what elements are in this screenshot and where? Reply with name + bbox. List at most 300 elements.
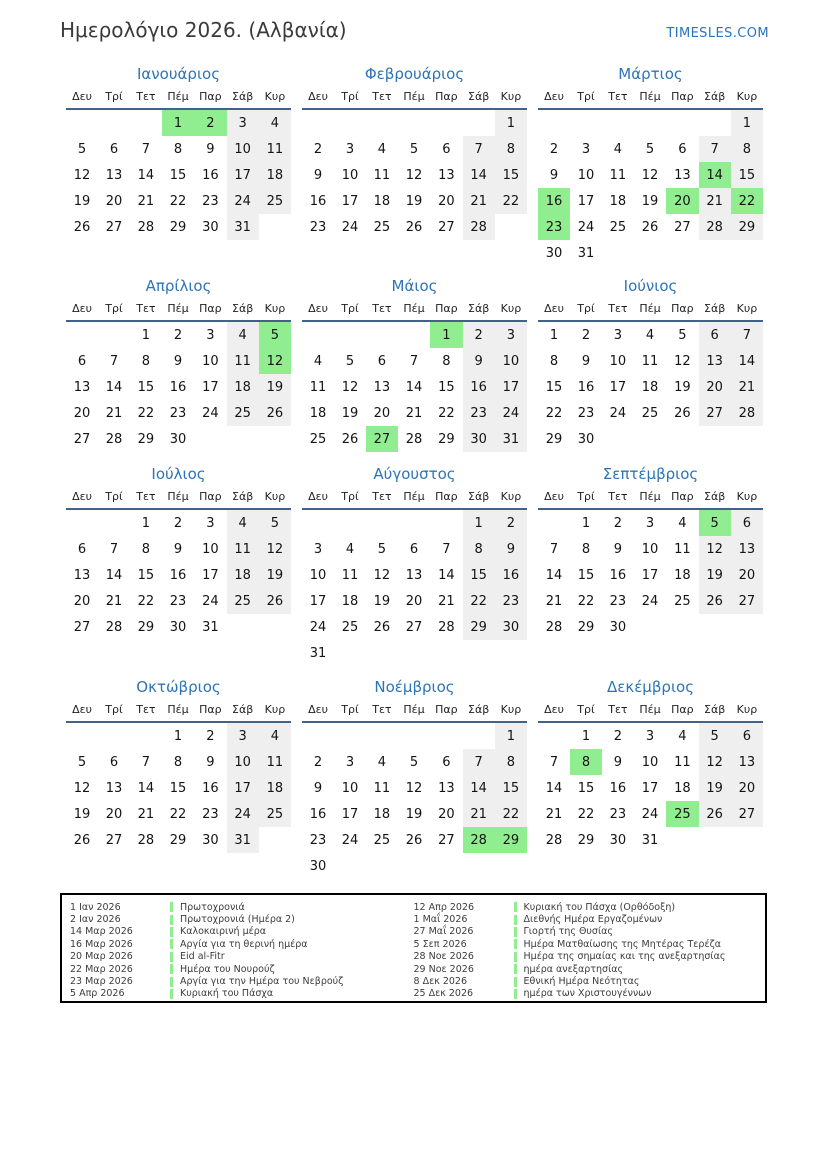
day-cell: 26	[674, 405, 691, 421]
empty-day-cell	[98, 109, 130, 136]
weekday-header: Σάβ	[463, 90, 495, 109]
day-cell: 11	[674, 754, 691, 770]
day-cell: 19	[641, 193, 659, 209]
empty-day-cell	[634, 240, 666, 266]
day-cell-weekend: 4	[259, 722, 291, 749]
empty-day-cell	[731, 827, 763, 853]
day-cell-weekend: 6	[731, 722, 763, 749]
day-cell-weekend: 26	[259, 400, 291, 426]
weekday-header: Πέμ	[398, 302, 430, 321]
day-cell: 16	[309, 193, 327, 209]
empty-day-cell	[538, 109, 570, 136]
day-cell: 19	[73, 806, 91, 822]
day-cell: 23	[309, 832, 327, 848]
day-cell: 2	[173, 327, 183, 343]
day-cell: 11	[373, 167, 391, 183]
day-cell-weekend: 30	[495, 614, 527, 640]
legend-holiday-name: Γιορτή της Θυσίας	[523, 926, 613, 938]
day-cell: 4	[678, 515, 687, 531]
weekday-header: Κυρ	[495, 302, 527, 321]
legend-date: 2 Ιαν 2026	[70, 914, 121, 926]
day-cell: 3	[206, 515, 215, 531]
day-cell-weekend: 29	[731, 214, 763, 240]
day-cell-holiday: 16	[538, 188, 570, 214]
empty-day-cell	[227, 614, 259, 640]
day-cell-holiday: 1	[430, 321, 462, 348]
day-cell: 14	[545, 780, 563, 796]
empty-day-cell	[602, 240, 634, 266]
weekday-header: Πέμ	[398, 703, 430, 722]
empty-day-cell	[66, 509, 98, 536]
month-title: Μάρτιος	[618, 65, 683, 83]
day-cell: 19	[405, 806, 423, 822]
day-cell: 15	[545, 379, 563, 395]
day-cell: 25	[373, 832, 391, 848]
day-cell: 6	[77, 353, 87, 369]
empty-day-cell	[538, 722, 570, 749]
day-cell: 22	[137, 593, 155, 609]
day-cell: 25	[609, 219, 627, 235]
weekday-header: Τρί	[570, 302, 602, 321]
day-cell: 15	[169, 167, 187, 183]
day-cell-weekend: 26	[259, 588, 291, 614]
day-cell: 17	[641, 567, 659, 583]
day-cell: 23	[169, 405, 187, 421]
weekday-header: Τρί	[570, 90, 602, 109]
day-cell: 10	[202, 353, 219, 369]
day-cell-weekend: 16	[463, 374, 495, 400]
day-cell: 9	[173, 541, 183, 557]
legend-date: 16 Μαρ 2026	[70, 938, 133, 950]
legend-holiday-name: Καλοκαιρινή μέρα	[180, 926, 267, 938]
day-cell: 9	[206, 754, 215, 770]
day-cell-weekend: 18	[259, 162, 291, 188]
day-cell: 6	[442, 141, 451, 157]
day-cell: 18	[373, 806, 391, 822]
day-cell-weekend: 2	[495, 509, 527, 536]
day-cell-holiday: 14	[699, 162, 731, 188]
day-cell: 26	[405, 832, 423, 848]
legend-holiday-name: ημέρα ανεξαρτησίας	[523, 963, 624, 975]
legend-entry	[70, 938, 414, 950]
day-cell: 9	[313, 780, 323, 796]
day-cell: 13	[105, 167, 123, 183]
day-cell-holiday: 25	[666, 801, 698, 827]
holiday-marker-icon	[514, 989, 517, 999]
weekday-header: Τετ	[130, 90, 162, 109]
day-cell: 7	[141, 754, 151, 770]
empty-day-cell	[98, 321, 130, 348]
day-cell-weekend: 18	[259, 775, 291, 801]
day-cell: 10	[641, 541, 659, 557]
empty-day-cell	[731, 614, 763, 640]
day-cell-weekend: 23	[463, 400, 495, 426]
day-cell: 11	[341, 567, 359, 583]
day-cell: 14	[438, 567, 455, 583]
empty-day-cell	[366, 109, 398, 136]
legend-date: 27 Μαΐ 2026	[413, 926, 474, 938]
day-cell: 15	[438, 379, 455, 395]
day-cell: 20	[438, 806, 455, 822]
day-cell: 27	[73, 619, 91, 635]
day-cell: 21	[105, 593, 123, 609]
day-cell-weekend: 20	[731, 562, 763, 588]
day-cell: 18	[341, 593, 359, 609]
legend-date: 1 Μαΐ 2026	[413, 914, 468, 926]
weekday-header: Σάβ	[227, 302, 259, 321]
day-cell: 4	[377, 754, 387, 770]
day-cell-weekend: 14	[731, 348, 763, 374]
day-cell-weekend: 4	[227, 509, 259, 536]
day-cell-weekend: 10	[227, 136, 259, 162]
day-cell: 12	[373, 567, 391, 583]
day-cell-weekend: 9	[463, 348, 495, 374]
holiday-marker-icon	[170, 902, 173, 912]
empty-day-cell	[699, 426, 731, 452]
day-cell: 6	[109, 754, 119, 770]
day-cell: 28	[137, 832, 155, 848]
day-cell-weekend: 20	[731, 775, 763, 801]
day-cell: 20	[105, 806, 123, 822]
day-cell: 25	[641, 405, 659, 421]
day-cell: 14	[105, 567, 123, 583]
day-cell: 2	[549, 141, 559, 157]
day-cell: 11	[609, 167, 627, 183]
day-cell-weekend: 1	[495, 109, 527, 136]
day-cell-weekend: 11	[259, 136, 291, 162]
weekday-header: Τετ	[602, 302, 634, 321]
day-cell: 16	[609, 780, 627, 796]
weekday-header: Δευ	[302, 90, 334, 109]
empty-day-cell	[227, 426, 259, 452]
holiday-marker-icon	[170, 964, 173, 974]
day-cell: 24	[202, 405, 219, 421]
day-cell: 1	[141, 515, 151, 531]
day-cell: 6	[377, 353, 387, 369]
weekday-header: Τετ	[130, 490, 162, 509]
day-cell: 14	[137, 780, 155, 796]
weekday-header: Σάβ	[227, 703, 259, 722]
day-cell-weekend: 25	[259, 188, 291, 214]
day-cell: 24	[341, 219, 359, 235]
legend-holiday-name: Ημέρα της σημαίας και της ανεξαρτησίας	[523, 951, 726, 963]
day-cell: 27	[438, 219, 455, 235]
day-cell-weekend: 21	[463, 801, 495, 827]
month-table	[302, 703, 527, 879]
day-cell: 9	[313, 167, 323, 183]
legend-entry	[70, 926, 414, 938]
weekday-header: Πέμ	[162, 490, 194, 509]
day-cell: 4	[613, 141, 623, 157]
day-cell-weekend: 21	[463, 188, 495, 214]
day-cell-weekend: 2	[463, 321, 495, 348]
empty-day-cell	[430, 509, 462, 536]
day-cell-weekend: 18	[227, 374, 259, 400]
day-cell: 9	[613, 541, 623, 557]
weekday-header: Τετ	[602, 490, 634, 509]
legend-entry	[70, 988, 414, 1000]
day-cell-weekend: 6	[731, 509, 763, 536]
day-cell: 31	[202, 619, 219, 635]
day-cell-weekend: 8	[463, 536, 495, 562]
day-cell-weekend: 21	[699, 188, 731, 214]
empty-day-cell	[634, 614, 666, 640]
day-cell-weekend: 26	[699, 801, 731, 827]
day-cell: 17	[202, 379, 219, 395]
weekday-header: Τετ	[366, 703, 398, 722]
weekday-header: Σάβ	[699, 703, 731, 722]
weekday-header: Δευ	[66, 703, 98, 722]
day-cell: 3	[313, 541, 323, 557]
day-cell-weekend: 15	[463, 562, 495, 588]
day-cell: 26	[341, 431, 359, 447]
legend-entry	[414, 951, 758, 963]
weekday-header: Δευ	[302, 703, 334, 722]
legend-holiday-name: ημέρα των Χριστουγέννων	[523, 988, 652, 1000]
empty-day-cell	[538, 509, 570, 536]
day-cell-weekend: 24	[495, 400, 527, 426]
weekday-header: Παρ	[430, 490, 462, 509]
day-cell: 5	[77, 141, 87, 157]
day-cell: 27	[438, 832, 455, 848]
day-cell-holiday: 12	[259, 348, 291, 374]
day-cell-weekend: 1	[463, 509, 495, 536]
day-cell: 17	[577, 193, 595, 209]
day-cell-holiday: 27	[366, 426, 398, 452]
empty-day-cell	[398, 853, 430, 879]
day-cell: 23	[202, 193, 219, 209]
weekday-header: Σάβ	[463, 302, 495, 321]
day-cell-weekend: 20	[699, 374, 731, 400]
holiday-marker-icon	[514, 964, 517, 974]
empty-day-cell	[731, 426, 763, 452]
weekday-header: Κυρ	[259, 490, 291, 509]
weekday-header: Δευ	[538, 90, 570, 109]
day-cell: 7	[141, 141, 151, 157]
legend-entry	[414, 926, 758, 938]
day-cell: 11	[309, 379, 327, 395]
weekday-header: Τετ	[130, 302, 162, 321]
empty-day-cell	[634, 109, 666, 136]
day-cell: 3	[206, 327, 215, 343]
day-cell: 13	[73, 567, 91, 583]
day-cell: 18	[609, 193, 627, 209]
day-cell: 30	[309, 858, 327, 874]
day-cell: 20	[438, 193, 455, 209]
empty-day-cell	[66, 722, 98, 749]
empty-day-cell	[194, 426, 226, 452]
legend-entry	[70, 951, 414, 963]
day-cell: 17	[609, 379, 627, 395]
day-cell: 31	[577, 245, 595, 261]
weekday-header: Δευ	[538, 302, 570, 321]
empty-day-cell	[259, 214, 291, 240]
day-cell: 25	[309, 431, 327, 447]
month-table	[302, 490, 527, 666]
legend-holiday-name: Κυριακή του Πάσχα (Ορθόδοξη)	[523, 901, 676, 913]
day-cell-weekend: 31	[227, 214, 259, 240]
day-cell-weekend: 26	[699, 588, 731, 614]
day-cell-weekend: 12	[699, 536, 731, 562]
weekday-header: Πέμ	[634, 90, 666, 109]
legend-entry	[414, 963, 758, 975]
day-cell: 8	[173, 754, 183, 770]
day-cell: 21	[137, 806, 155, 822]
day-cell-weekend: 14	[463, 775, 495, 801]
site-link[interactable]: TIMESLES.COM	[666, 26, 769, 41]
holiday-marker-icon	[514, 927, 517, 937]
day-cell: 10	[641, 754, 659, 770]
day-cell: 2	[313, 754, 323, 770]
day-cell: 6	[409, 541, 419, 557]
month-title: Ιούνιος	[623, 277, 678, 295]
legend-date: 5 Απρ 2026	[70, 988, 125, 1000]
day-cell: 7	[109, 541, 119, 557]
day-cell: 6	[77, 541, 87, 557]
day-cell: 16	[169, 567, 187, 583]
day-cell-weekend: 18	[227, 562, 259, 588]
day-cell: 8	[442, 353, 451, 369]
weekday-header: Κυρ	[495, 703, 527, 722]
weekday-header: Πέμ	[162, 302, 194, 321]
holiday-marker-icon	[170, 939, 173, 949]
empty-day-cell	[699, 109, 731, 136]
day-cell-weekend: 3	[227, 722, 259, 749]
weekday-header: Τρί	[570, 703, 602, 722]
day-cell: 27	[105, 219, 123, 235]
weekday-header: Τετ	[366, 90, 398, 109]
day-cell: 24	[309, 619, 327, 635]
legend-entry	[70, 913, 414, 925]
day-cell-weekend: 10	[495, 348, 527, 374]
empty-day-cell	[666, 240, 698, 266]
day-cell-holiday: 22	[731, 188, 763, 214]
day-cell: 2	[613, 515, 623, 531]
day-cell-weekend: 7	[463, 749, 495, 775]
day-cell-weekend: 3	[227, 109, 259, 136]
month-1	[66, 65, 291, 240]
day-cell: 9	[613, 754, 623, 770]
day-cell: 8	[141, 541, 151, 557]
weekday-header: Παρ	[666, 302, 698, 321]
empty-day-cell	[366, 321, 398, 348]
empty-day-cell	[259, 827, 291, 853]
day-cell: 17	[309, 593, 327, 609]
day-cell: 7	[409, 353, 419, 369]
weekday-header: Δευ	[302, 490, 334, 509]
legend-date: 20 Μαρ 2026	[70, 951, 133, 963]
weekday-header: Κυρ	[495, 90, 527, 109]
legend-column-1	[70, 901, 414, 1001]
weekday-header: Παρ	[430, 703, 462, 722]
day-cell: 14	[405, 379, 423, 395]
day-cell-weekend: 11	[259, 749, 291, 775]
empty-day-cell	[398, 109, 430, 136]
day-cell: 24	[609, 405, 627, 421]
month-10	[66, 678, 291, 853]
day-cell-weekend: 13	[731, 536, 763, 562]
day-cell-weekend: 11	[227, 348, 259, 374]
empty-day-cell	[430, 640, 462, 666]
day-cell: 3	[645, 515, 655, 531]
empty-day-cell	[463, 640, 495, 666]
day-cell: 26	[73, 219, 91, 235]
empty-day-cell	[666, 614, 698, 640]
day-cell-weekend: 4	[259, 109, 291, 136]
day-cell: 23	[202, 806, 219, 822]
day-cell: 8	[173, 141, 183, 157]
legend-date: 14 Μαρ 2026	[70, 926, 133, 938]
day-cell: 18	[309, 405, 327, 421]
legend-holiday-name: Πρωτοχρονιά (Ημέρα 2)	[180, 914, 295, 926]
day-cell: 15	[137, 567, 155, 583]
day-cell-weekend: 5	[259, 509, 291, 536]
day-cell-weekend: 1	[731, 109, 763, 136]
weekday-header: Κυρ	[731, 302, 763, 321]
day-cell-weekend: 3	[495, 321, 527, 348]
page-title: Ημερολόγιο 2026. (Αλβανία)	[60, 18, 347, 42]
empty-day-cell	[699, 240, 731, 266]
weekday-header: Πέμ	[634, 490, 666, 509]
day-cell: 21	[438, 593, 455, 609]
day-cell: 2	[173, 515, 183, 531]
day-cell: 26	[641, 219, 659, 235]
day-cell-weekend: 25	[227, 588, 259, 614]
day-cell: 30	[545, 245, 563, 261]
weekday-header: Δευ	[538, 490, 570, 509]
day-cell: 27	[73, 431, 91, 447]
day-cell: 28	[105, 431, 123, 447]
legend-entry	[70, 963, 414, 975]
month-table	[538, 703, 763, 853]
legend-holiday-name: Ημέρα του Νουρούζ	[180, 963, 275, 975]
weekday-header: Σάβ	[227, 490, 259, 509]
day-cell: 19	[373, 593, 391, 609]
day-cell: 22	[137, 405, 155, 421]
day-cell: 27	[105, 832, 123, 848]
day-cell: 19	[341, 405, 359, 421]
weekday-header: Παρ	[194, 703, 226, 722]
day-cell-weekend: 4	[227, 321, 259, 348]
empty-day-cell	[66, 321, 98, 348]
day-cell-weekend: 22	[463, 588, 495, 614]
weekday-header: Τετ	[366, 490, 398, 509]
day-cell-weekend: 15	[495, 775, 527, 801]
day-cell-weekend: 25	[227, 400, 259, 426]
day-cell: 21	[137, 193, 155, 209]
month-table	[302, 90, 527, 240]
day-cell-weekend: 11	[227, 536, 259, 562]
day-cell: 26	[373, 619, 391, 635]
day-cell: 3	[345, 754, 355, 770]
day-cell: 30	[609, 619, 627, 635]
day-cell: 8	[549, 353, 559, 369]
day-cell: 29	[169, 219, 187, 235]
day-cell-weekend: 31	[227, 827, 259, 853]
month-title: Απρίλιος	[145, 277, 212, 295]
day-cell: 3	[581, 141, 591, 157]
legend-date: 25 Δεκ 2026	[413, 988, 474, 1000]
day-cell: 24	[202, 593, 219, 609]
day-cell: 29	[137, 431, 155, 447]
day-cell-weekend: 21	[731, 374, 763, 400]
day-cell: 22	[577, 593, 595, 609]
day-cell-weekend: 28	[731, 400, 763, 426]
empty-day-cell	[366, 722, 398, 749]
day-cell: 10	[609, 353, 627, 369]
month-6	[538, 277, 763, 452]
day-cell-weekend: 22	[495, 188, 527, 214]
